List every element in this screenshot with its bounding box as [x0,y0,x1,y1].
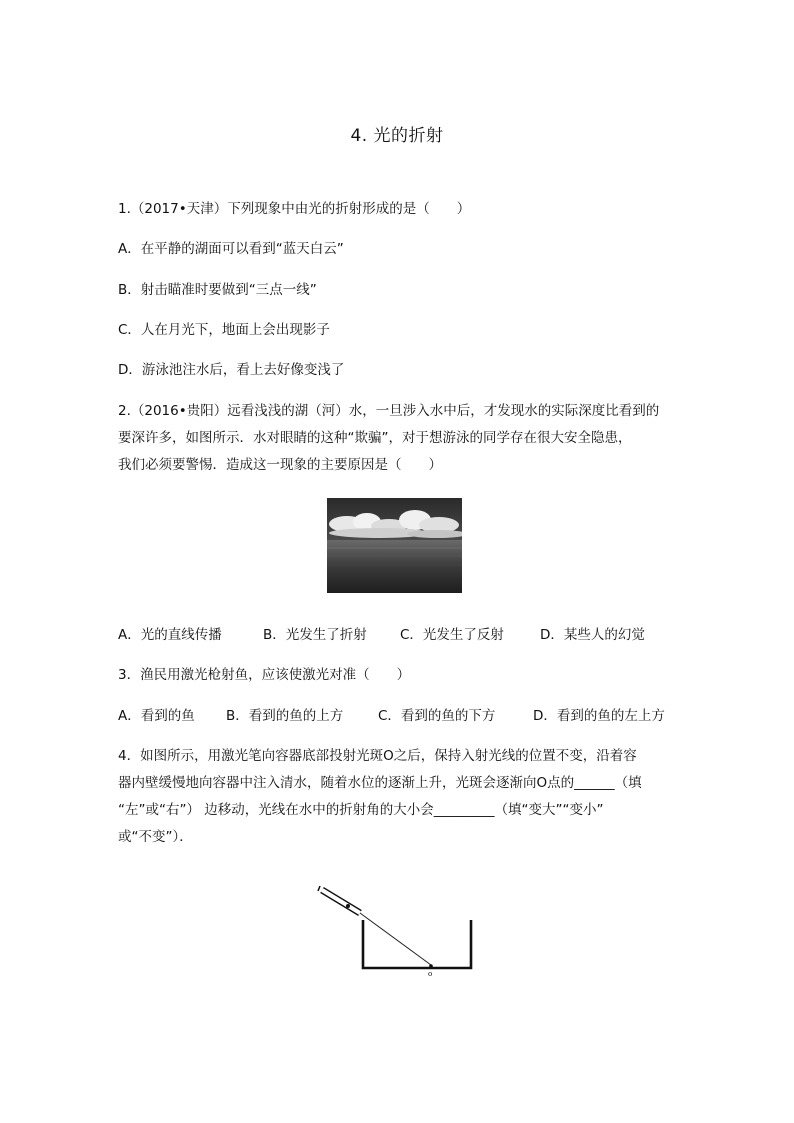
question-1-option-a: A．在平静的湖面可以看到“蓝天白云” [118,241,344,257]
question-1-option-b: B．射击瞄准时要做到“三点一线” [118,282,317,298]
question-3-option-d: D．看到的鱼的左上方 [533,708,665,724]
question-3-options [118,707,665,725]
question-3-stem: 3．渔民用激光枪射鱼，应该使激光对准（ ） [118,667,411,683]
question-2-option-d: D．某些人的幻觉 [540,627,645,643]
question-1-option-c: C．人在月光下，地面上会出现影子 [118,322,330,338]
laser-container-diagram [312,880,482,980]
question-2-stem-line-2: 要深许多，如图所示．水对眼睛的这种“欺骗”，对于想游泳的同学存在很大安全隐患， [118,430,632,446]
question-3-option-a: A．看到的鱼 [118,708,195,724]
question-4-stem-line-4: 或“不变”）． [118,829,193,845]
question-2-option-c: C．光发生了反射 [400,627,504,643]
laser-pen-icon [318,886,360,913]
question-2-stem-line-1: 2.（2016•贵阳）远看浅浅的湖（河）水，一旦涉入水中后，才发现水的实际深度比看到的 [118,403,660,419]
question-3-option-b: B．看到的鱼的上方 [226,708,344,724]
question-1-option-d: D．游泳池注水后，看上去好像变浅了 [118,362,345,378]
question-4-stem-line-1: 4．如图所示，用激光笔向容器底部投射光斑O之后，保持入射光线的位置不变，沿着容 [118,748,637,764]
light-spot-o [429,964,433,968]
question-3-option-c: C．看到的鱼的下方 [378,708,496,724]
laser-beam [360,913,431,965]
question-4-stem-line-2: 器内壁缓慢地向容器中注入清水，随着水位的逐渐上升，光斑会逐渐向O点的______（填 [118,775,642,791]
lake-photo [327,498,462,593]
question-2-options [118,626,645,644]
question-1-stem: 1.（2017•天津）下列现象中由光的折射形成的是（ ） [118,201,471,217]
point-o-label: o [428,970,433,978]
question-2-option-a: A．光的直线传播 [118,627,222,643]
page-title: 4. 光的折射 [350,126,444,146]
question-4-stem-line-3: “左”或“右”） 边移动，光线在水中的折射角的大小会_________（填“变大”“变小” [118,802,604,818]
question-2-option-b: B．光发生了折射 [263,627,367,643]
question-2-stem-line-3: 我们必须要警惕．造成这一现象的主要原因是（ ） [118,457,442,473]
